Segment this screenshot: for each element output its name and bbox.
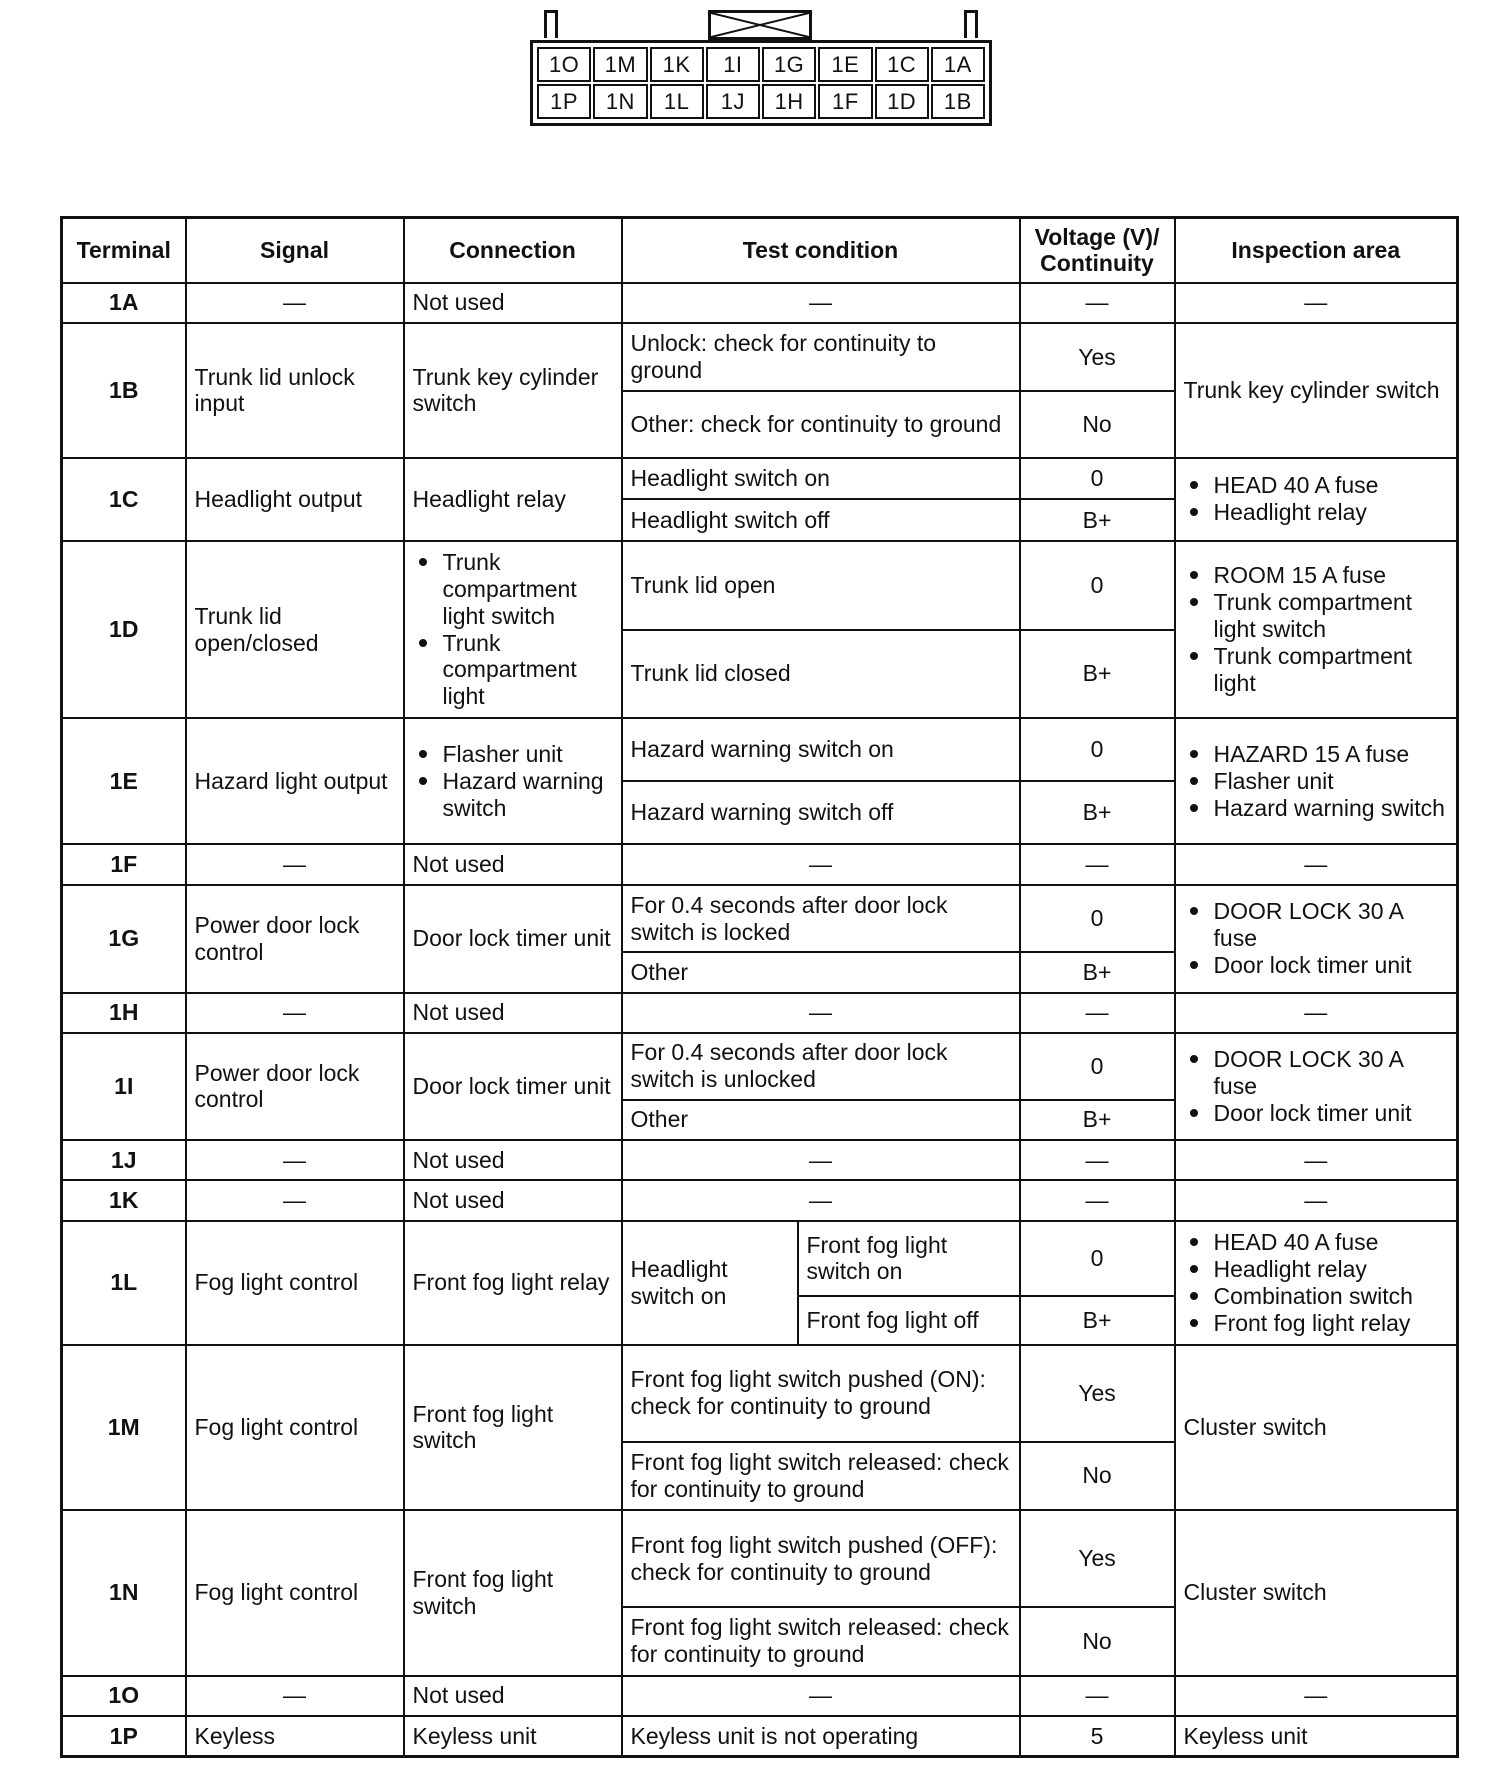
inspection-item: HEAD 40 A fuse — [1214, 1229, 1449, 1256]
test-cell: — — [622, 993, 1020, 1033]
inspection-cell: — — [1175, 993, 1458, 1033]
header-row — [62, 218, 1458, 283]
table-row — [62, 1140, 1458, 1180]
inspection-item: HEAD 40 A fuse — [1214, 472, 1449, 499]
test-cell: Hazard warning switch on — [622, 718, 1020, 781]
header-voltage-line2: Continuity — [1040, 250, 1154, 277]
terminal-cell: 1M — [62, 1345, 186, 1510]
inspection-cell: Trunk key cylinder switch — [1175, 323, 1458, 458]
terminal-cell: 1N — [62, 1510, 186, 1675]
value-cell: Yes — [1020, 323, 1175, 392]
table-row — [62, 1676, 1458, 1716]
signal-cell: Hazard light output — [186, 718, 404, 844]
inspection-item: Door lock timer unit — [1214, 952, 1449, 979]
terminal-cell: 1I — [62, 1033, 186, 1140]
value-cell: B+ — [1020, 952, 1175, 992]
value-cell: No — [1020, 1607, 1175, 1676]
test-cell: Front fog light switch released: check for continuity to ground — [622, 1607, 1020, 1676]
test-cell: Hazard warning switch off — [622, 781, 1020, 845]
test-cell: — — [622, 283, 1020, 323]
terminal-cell: 1O — [62, 1676, 186, 1716]
inspection-item: DOOR LOCK 30 A fuse — [1214, 898, 1449, 952]
terminal-cell: 1B — [62, 323, 186, 458]
pin-1M: 1M — [593, 47, 647, 82]
terminal-cell: 1L — [62, 1221, 186, 1345]
inspection-item: Combination switch — [1214, 1283, 1449, 1310]
value-cell: 0 — [1020, 718, 1175, 781]
test-cell: Other — [622, 1100, 1020, 1140]
pin-1N: 1N — [593, 84, 647, 119]
value-cell: B+ — [1020, 1100, 1175, 1140]
connection-item: Flasher unit — [443, 741, 613, 768]
pin-1B: 1B — [931, 84, 985, 119]
header-voltage — [1020, 218, 1175, 283]
connection-cell: Not used — [404, 1180, 622, 1220]
test-group-cell: Headlight switch on — [622, 1221, 798, 1345]
signal-cell: — — [186, 993, 404, 1033]
value-cell: 0 — [1020, 1033, 1175, 1100]
connection-cell: Not used — [404, 844, 622, 884]
pin-1C: 1C — [875, 47, 929, 82]
inspection-item: Door lock timer unit — [1214, 1100, 1449, 1127]
test-cell: Unlock: check for continuity to ground — [622, 323, 1020, 392]
connection-cell: Front fog light switch — [404, 1510, 622, 1675]
connection-cell — [404, 718, 622, 844]
signal-cell: Power door lock control — [186, 885, 404, 993]
pin-1J: 1J — [706, 84, 760, 119]
connector-latch-left — [544, 10, 558, 38]
pin-1G: 1G — [762, 47, 816, 82]
terminal-cell: 1P — [62, 1716, 186, 1757]
inspection-cell: — — [1175, 1180, 1458, 1220]
test-cell: Front fog light switch on — [798, 1221, 1020, 1297]
pin-1K: 1K — [650, 47, 704, 82]
test-cell: Front fog light off — [798, 1296, 1020, 1344]
header-connection: Connection — [404, 218, 622, 283]
connection-cell: Not used — [404, 283, 622, 323]
value-cell: 0 — [1020, 541, 1175, 630]
inspection-item: Trunk compartment light — [1214, 643, 1449, 697]
table-row — [62, 1221, 1458, 1297]
test-cell: For 0.4 seconds after door lock switch is unlocked — [622, 1033, 1020, 1100]
connection-cell: Not used — [404, 993, 622, 1033]
test-cell: Headlight switch off — [622, 499, 1020, 540]
value-cell: 0 — [1020, 1221, 1175, 1297]
value-cell: — — [1020, 283, 1175, 323]
terminal-cell: 1E — [62, 718, 186, 844]
signal-cell: — — [186, 283, 404, 323]
pin-1H: 1H — [762, 84, 816, 119]
terminal-cell: 1K — [62, 1180, 186, 1220]
inspection-cell: Cluster switch — [1175, 1345, 1458, 1510]
table-row — [62, 1033, 1458, 1100]
table-row — [62, 1716, 1458, 1757]
value-cell: 5 — [1020, 1716, 1175, 1757]
inspection-cell — [1175, 1033, 1458, 1140]
value-cell: B+ — [1020, 499, 1175, 540]
connection-item: Trunk compartment light — [443, 630, 613, 711]
pin-1L: 1L — [650, 84, 704, 119]
inspection-item: ROOM 15 A fuse — [1214, 562, 1449, 589]
header-signal: Signal — [186, 218, 404, 283]
connection-cell: Trunk key cylinder switch — [404, 323, 622, 458]
inspection-item: Hazard warning switch — [1214, 795, 1449, 822]
inspection-cell — [1175, 885, 1458, 993]
connection-cell: Headlight relay — [404, 458, 622, 541]
connector-diagram — [530, 8, 992, 126]
table-row — [62, 1510, 1458, 1607]
test-cell: Other — [622, 952, 1020, 992]
test-cell: Headlight switch on — [622, 458, 1020, 499]
inspection-cell: — — [1175, 283, 1458, 323]
header-voltage-line1: Voltage (V)/ — [1034, 223, 1160, 250]
inspection-item: Flasher unit — [1214, 768, 1449, 795]
table-row — [62, 1180, 1458, 1220]
connection-cell: Door lock timer unit — [404, 885, 622, 993]
test-cell: — — [622, 1140, 1020, 1180]
inspection-cell — [1175, 541, 1458, 719]
value-cell: B+ — [1020, 1296, 1175, 1344]
table-row — [62, 283, 1458, 323]
header-terminal: Terminal — [62, 218, 186, 283]
test-cell: Front fog light switch pushed (ON): check for continuity to ground — [622, 1345, 1020, 1442]
terminal-cell: 1A — [62, 283, 186, 323]
header-test-condition: Test condition — [622, 218, 1020, 283]
inspection-item: Headlight relay — [1214, 499, 1449, 526]
value-cell: No — [1020, 391, 1175, 458]
value-cell: Yes — [1020, 1510, 1175, 1607]
table-row — [62, 718, 1458, 781]
value-cell: — — [1020, 993, 1175, 1033]
test-cell: — — [622, 1676, 1020, 1716]
table-row — [62, 541, 1458, 630]
value-cell: — — [1020, 1140, 1175, 1180]
value-cell: Yes — [1020, 1345, 1175, 1442]
inspection-cell — [1175, 718, 1458, 844]
connection-cell — [404, 541, 622, 719]
test-cell: Keyless unit is not operating — [622, 1716, 1020, 1757]
signal-cell: Fog light control — [186, 1221, 404, 1345]
connection-item: Hazard warning switch — [443, 768, 613, 822]
connection-item: Trunk compartment light switch — [443, 549, 613, 630]
test-cell: For 0.4 seconds after door lock switch is locked — [622, 885, 1020, 953]
connection-cell: Keyless unit — [404, 1716, 622, 1757]
inspection-item: HAZARD 15 A fuse — [1214, 741, 1449, 768]
pin-1P: 1P — [537, 84, 591, 119]
terminal-table — [60, 216, 1459, 1758]
connection-cell: Door lock timer unit — [404, 1033, 622, 1140]
value-cell: — — [1020, 844, 1175, 884]
pin-1E: 1E — [818, 47, 872, 82]
value-cell: 0 — [1020, 458, 1175, 499]
signal-cell: — — [186, 844, 404, 884]
signal-cell: — — [186, 1180, 404, 1220]
connector-key-icon — [708, 10, 812, 40]
inspection-cell — [1175, 1221, 1458, 1345]
value-cell: — — [1020, 1676, 1175, 1716]
inspection-cell — [1175, 458, 1458, 541]
connection-cell: Not used — [404, 1676, 622, 1716]
inspection-cell: — — [1175, 1676, 1458, 1716]
test-cell: — — [622, 1180, 1020, 1220]
terminal-cell: 1J — [62, 1140, 186, 1180]
signal-cell: Trunk lid unlock input — [186, 323, 404, 458]
value-cell: — — [1020, 1180, 1175, 1220]
table-row — [62, 885, 1458, 953]
signal-cell: Headlight output — [186, 458, 404, 541]
table-row — [62, 1345, 1458, 1442]
test-cell: Front fog light switch released: check for continuity to ground — [622, 1442, 1020, 1511]
inspection-cell: — — [1175, 844, 1458, 884]
terminal-cell: 1H — [62, 993, 186, 1033]
signal-cell: Fog light control — [186, 1345, 404, 1510]
terminal-cell: 1G — [62, 885, 186, 993]
table-row — [62, 323, 1458, 392]
connection-cell: Not used — [404, 1140, 622, 1180]
header-inspection: Inspection area — [1175, 218, 1458, 283]
test-cell: Trunk lid closed — [622, 630, 1020, 719]
value-cell: B+ — [1020, 781, 1175, 845]
test-cell: Trunk lid open — [622, 541, 1020, 630]
connection-cell: Front fog light relay — [404, 1221, 622, 1345]
pin-1O: 1O — [537, 47, 591, 82]
inspection-cell: — — [1175, 1140, 1458, 1180]
value-cell: 0 — [1020, 885, 1175, 953]
connector-pin-grid — [530, 40, 992, 126]
inspection-item: DOOR LOCK 30 A fuse — [1214, 1046, 1449, 1100]
pin-1D: 1D — [875, 84, 929, 119]
inspection-item: Front fog light relay — [1214, 1310, 1449, 1337]
signal-cell: Fog light control — [186, 1510, 404, 1675]
table-row — [62, 844, 1458, 884]
test-cell: — — [622, 844, 1020, 884]
signal-cell: Power door lock control — [186, 1033, 404, 1140]
value-cell: No — [1020, 1442, 1175, 1511]
inspection-cell: Cluster switch — [1175, 1510, 1458, 1675]
test-cell: Front fog light switch pushed (OFF): check for continuity to ground — [622, 1510, 1020, 1607]
signal-cell: Keyless — [186, 1716, 404, 1757]
signal-cell: — — [186, 1676, 404, 1716]
connection-cell: Front fog light switch — [404, 1345, 622, 1510]
value-cell: B+ — [1020, 630, 1175, 719]
table-row — [62, 993, 1458, 1033]
signal-cell: Trunk lid open/closed — [186, 541, 404, 719]
pin-1I: 1I — [706, 47, 760, 82]
terminal-cell: 1F — [62, 844, 186, 884]
inspection-item: Headlight relay — [1214, 1256, 1449, 1283]
signal-cell: — — [186, 1140, 404, 1180]
test-cell: Other: check for continuity to ground — [622, 391, 1020, 458]
connector-latch-right — [964, 10, 978, 38]
pin-1A: 1A — [931, 47, 985, 82]
inspection-item: Trunk compartment light switch — [1214, 589, 1449, 643]
terminal-cell: 1D — [62, 541, 186, 719]
table-row — [62, 458, 1458, 499]
terminal-cell: 1C — [62, 458, 186, 541]
inspection-cell: Keyless unit — [1175, 1716, 1458, 1757]
pin-1F: 1F — [818, 84, 872, 119]
